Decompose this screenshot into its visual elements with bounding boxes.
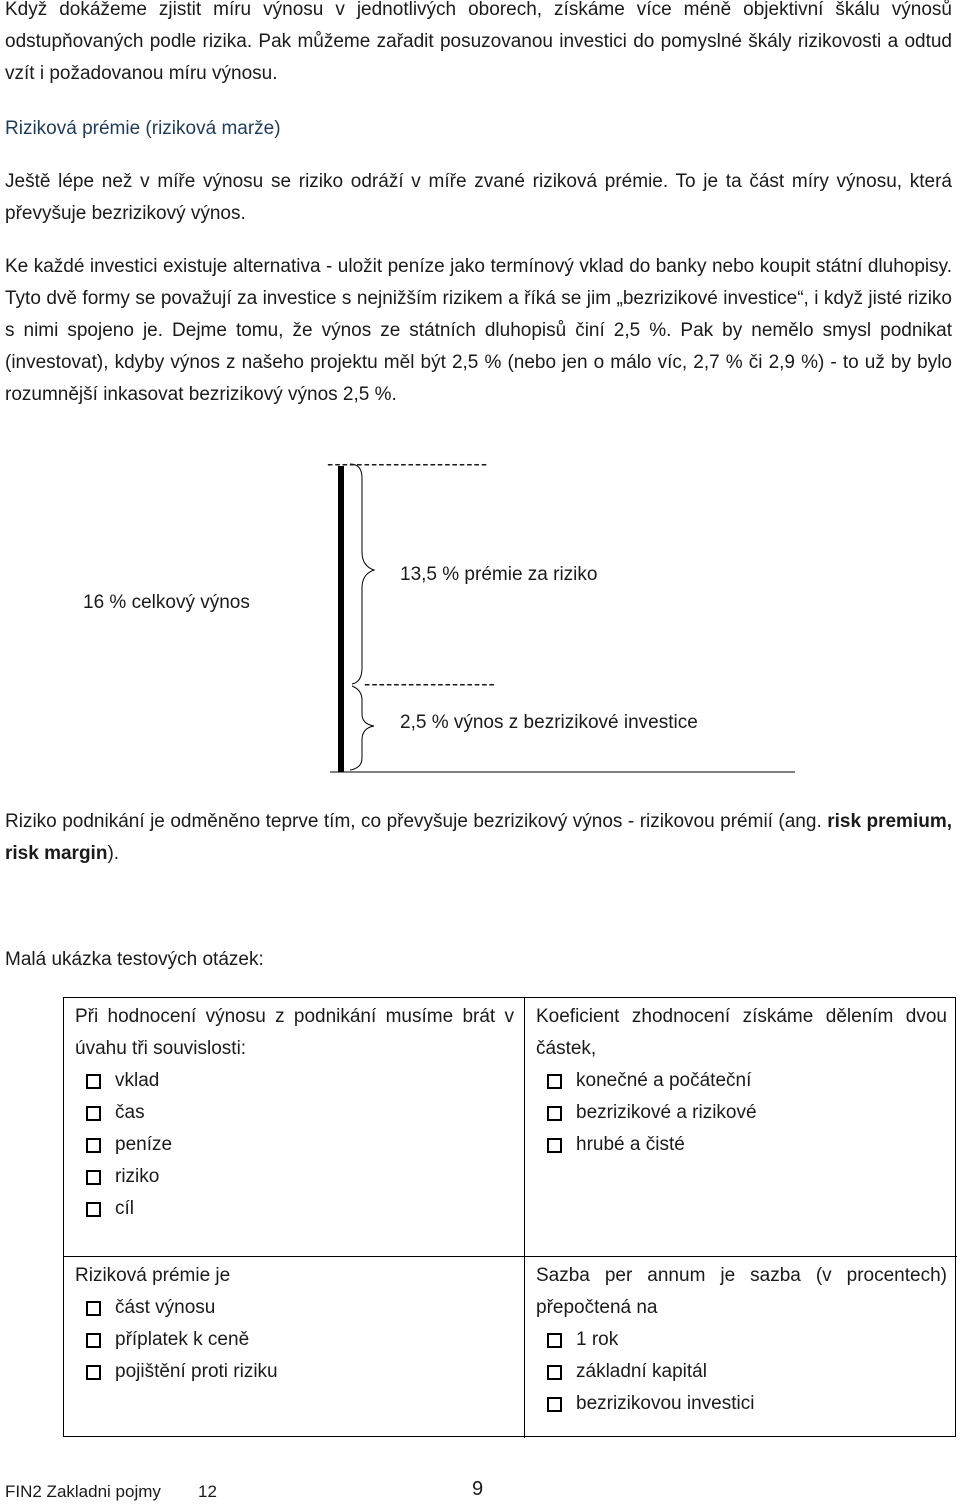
option-label: riziko [115,1166,160,1187]
answer-option[interactable] [75,1292,514,1324]
checkbox-icon[interactable] [547,1397,562,1412]
answer-option[interactable] [536,1388,947,1420]
answer-option[interactable] [75,1193,514,1225]
answer-option[interactable] [536,1129,947,1161]
option-label: hrubé a čisté [576,1134,685,1155]
section-heading: Riziková prémie (riziková marže) [5,118,281,139]
middle-dash-line: ------------------ [364,674,496,695]
option-label: část výnosu [115,1297,216,1318]
checkbox-icon[interactable] [547,1365,562,1380]
conclusion-end: ). [107,843,120,864]
checkbox-icon[interactable] [86,1106,101,1121]
quiz-question-1 [64,998,524,1256]
quiz-question-2 [524,998,957,1256]
answer-option[interactable] [75,1161,514,1193]
quiz-heading: Malá ukázka testových otázek: [5,949,264,970]
checkbox-icon[interactable] [547,1138,562,1153]
checkbox-icon[interactable] [86,1365,101,1380]
total-return-label: 16 % celkový výnos [83,592,250,613]
conclusion-text: Riziko podnikání je odměněno teprve tím, co převyšuje bezrizikový výnos - rizikovou prémií (ang. [5,811,828,832]
checkbox-icon[interactable] [86,1301,101,1316]
checkbox-icon[interactable] [86,1333,101,1348]
answer-option[interactable] [536,1097,947,1129]
answer-option[interactable] [75,1356,514,1388]
answer-option[interactable] [75,1129,514,1161]
answer-option[interactable] [536,1324,947,1356]
option-label: vklad [115,1070,160,1091]
page-number: 9 [472,1478,484,1500]
checkbox-icon[interactable] [547,1333,562,1348]
intro-paragraph: Když dokážeme zjistit míru výnosu v jednotlivých oborech, získáme více méně objektivní škálu výnosů odstupňovaných podle rizika. Pak můžeme zařadit posuzovanou investici do pomyslné škály rizikovosti a odtud vzít i požadovanou míru výnosu. [5,0,952,84]
option-label: bezrizikové a rizikové [576,1102,757,1123]
diagram-lines [0,450,960,790]
riskfree-label: 2,5 % výnos z bezrizikové investice [400,712,698,733]
definition-paragraph: Ještě lépe než v míře výnosu se riziko odráží v míře zvané riziková prémie. To je ta část míry výnosu, která převyšuje bezrizikový výnos. [5,171,952,224]
option-label: bezrizikovou investici [576,1393,755,1414]
answer-option[interactable] [75,1324,514,1356]
option-label: čas [115,1102,145,1123]
alternative-paragraph: Ke každé investici existuje alternativa - uložit peníze jako termínový vklad do banky nebo koupit státní dluhopisy. Tyto dvě formy se považují za investice s nejnižším rizikem a říká se jim „bezrizikové investice“, i když jisté riziko s nimi spojeno je. Dejme tomu, že výnos ze státních dluhopisů činí 2,5 %. Pak by nemělo smysl podnikat (investovat), kdyby výnos z našeho projektu měl být 2,5 % (nebo jen o málo víc, 2,7 % či 2,9 %) - to už by bylo rozumnější inkasovat bezrizikový výnos 2,5 %. [5,256,952,405]
option-label: příplatek k ceně [115,1329,250,1350]
question-text: Při hodnocení výnosu z podnikání musíme brát v úvahu tři souvislosti: [75,1006,514,1059]
top-dash-line: ---------------------- [327,454,489,475]
checkbox-icon[interactable] [86,1138,101,1153]
premium-brace [350,464,374,684]
conclusion-terms: risk premium, risk margin [5,811,953,864]
option-label: 1 rok [576,1329,619,1350]
answer-option[interactable] [75,1065,514,1097]
answer-option[interactable] [536,1356,947,1388]
risk-premium-diagram [0,450,960,790]
option-label: konečné a počáteční [576,1070,752,1091]
footer-doc-name: FIN2 Zakladni pojmy [5,1482,161,1501]
checkbox-icon[interactable] [547,1074,562,1089]
premium-label: 13,5 % prémie za riziko [400,564,598,585]
answer-option[interactable] [536,1065,947,1097]
checkbox-icon[interactable] [86,1170,101,1185]
checkbox-icon[interactable] [86,1074,101,1089]
question-text: Sazba per annum je sazba (v procentech) přepočtená na [536,1265,947,1318]
footer-number: 12 [198,1482,217,1501]
riskfree-brace [350,686,374,770]
conclusion-paragraph [5,806,952,870]
quiz-table [63,997,956,1437]
option-label: pojištění proti riziku [115,1361,278,1382]
checkbox-icon[interactable] [86,1202,101,1217]
option-label: peníze [115,1134,173,1155]
answer-option[interactable] [75,1097,514,1129]
question-text: Koeficient zhodnocení získáme dělením dvou částek, [536,1006,947,1059]
checkbox-icon[interactable] [547,1106,562,1121]
quiz-question-3 [64,1256,524,1438]
option-label: cíl [115,1198,134,1219]
option-label: základní kapitál [576,1361,707,1382]
quiz-question-4 [524,1256,957,1438]
question-text: Riziková prémie je [75,1265,231,1286]
